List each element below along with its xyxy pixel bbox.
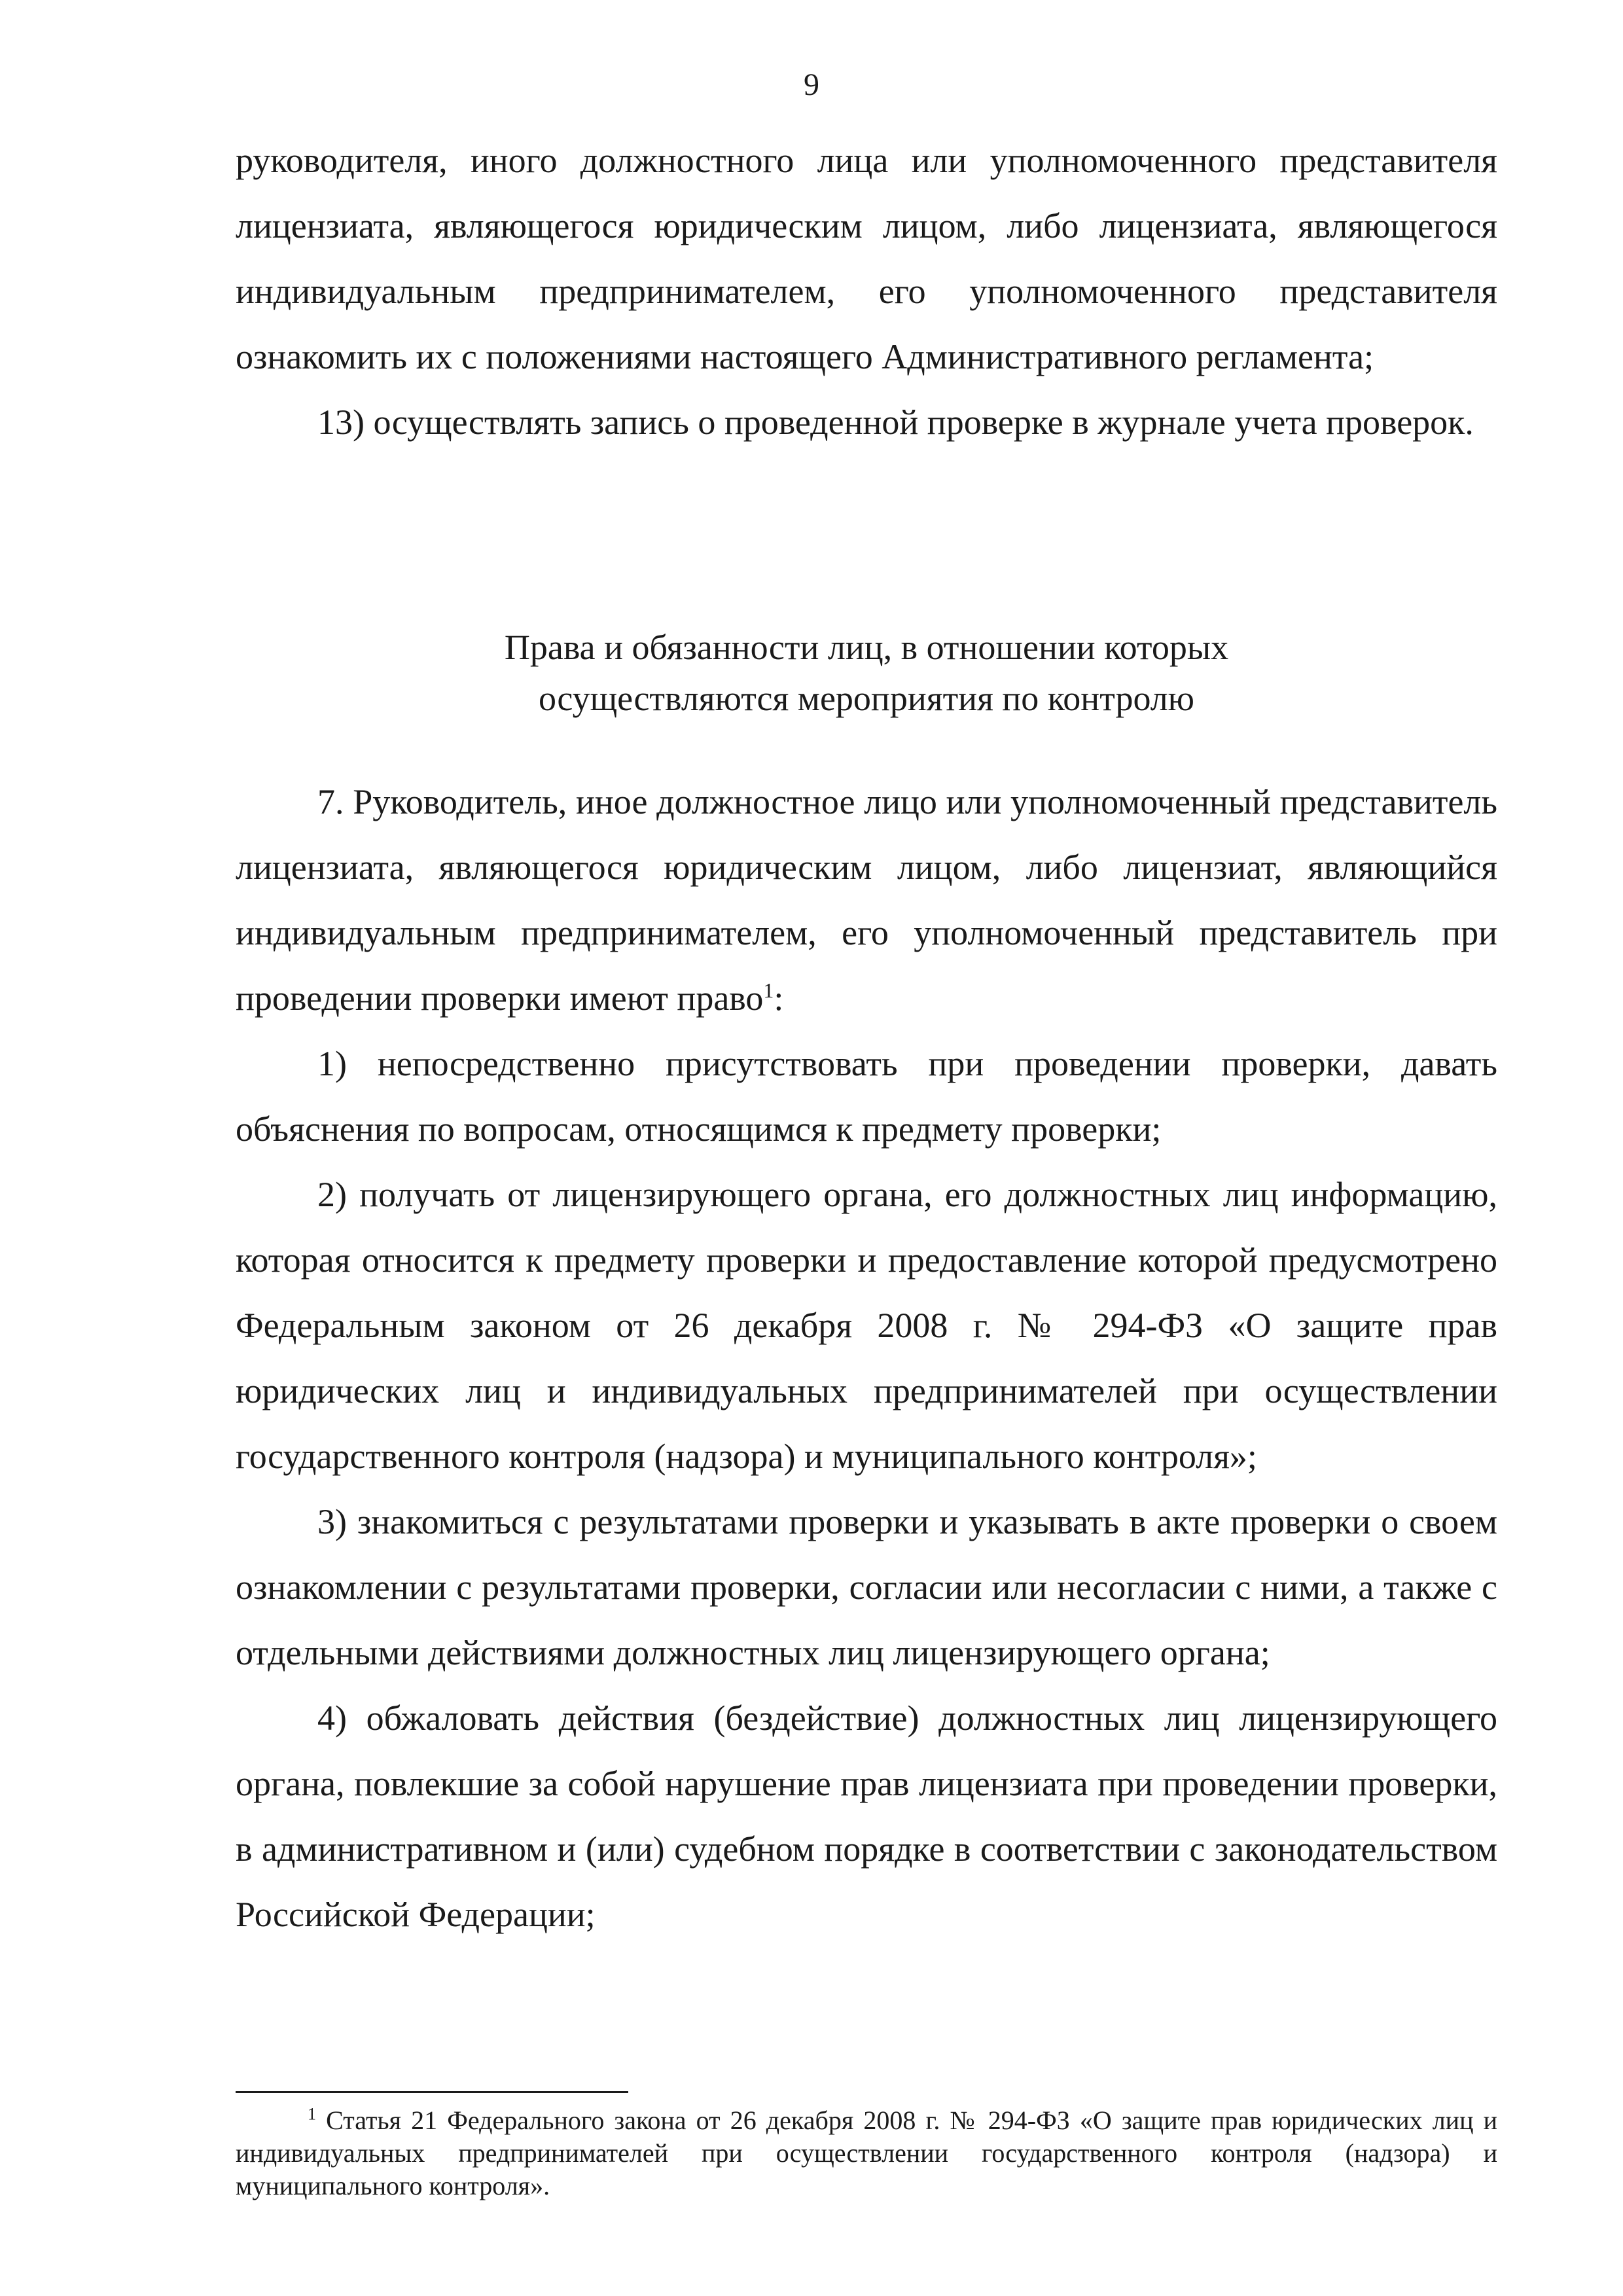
paragraph-item-13: 13) осуществлять запись о проведенной проверке в журнале учета проверок. bbox=[317, 403, 1474, 442]
section-heading-line-1: Права и обязанности лиц, в отношении которых bbox=[504, 628, 1229, 667]
paragraph-7-text: 7. Руководитель, иное должностное лицо или уполномоченный представитель лицензиата, являющегося юридическим лицом, либо лицензиат, являющийся индивидуальным предпринимателем, его уполномоченный представитель при проведении проверки имеют право bbox=[236, 782, 1497, 1018]
list-item-4: 4) обжаловать действия (бездействие) должностных лиц лицензирующего органа, повлекшие за собой нарушение прав лицензиата при проведении проверки, в административном и (или) судебном порядке в соответствии с законодательством Российской Федерации; bbox=[236, 1698, 1497, 1934]
section-heading bbox=[236, 622, 1497, 724]
footnote-text: Статья 21 Федерального закона от 26 декабря 2008 г. № 294-ФЗ «О защите прав юридических лиц и индивидуальных предпринимателей при осуществлении государственного контроля (надзора) и муниципального контроля». bbox=[236, 2106, 1497, 2200]
section-body bbox=[236, 769, 1497, 1947]
list-item-2: 2) получать от лицензирующего органа, его должностных лиц информацию, которая относится к предмету проверки и предоставление которой предусмотрено Федеральным законом от 26 декабря 2008 г. № 294-ФЗ «О защите прав юридических лиц и индивидуальных предпринимателей при осуществлении государственного контроля (надзора) и муниципального контроля»; bbox=[236, 1175, 1497, 1476]
top-block bbox=[236, 128, 1497, 455]
list-item-3: 3) знакомиться с результатами проверки и указывать в акте проверки о своем ознакомлении с результатами проверки, согласии или несогласии с ними, а также с отдельными действиями должностных лиц лицензирующего органа; bbox=[236, 1502, 1497, 1672]
footnote-divider bbox=[236, 2091, 628, 2093]
page-number: 9 bbox=[804, 67, 819, 102]
paragraph-continuation: руководителя, иного должностного лица или уполномоченного представителя лицензиата, являющегося юридическим лицом, либо лицензиата, являющегося индивидуальным предпринимателем, его уполномоченного представителя ознакомить их с положениями настоящего Административного регламента; bbox=[236, 141, 1497, 376]
paragraph-7-intro bbox=[236, 769, 1497, 1031]
footnote-mark: 1 bbox=[308, 2104, 316, 2124]
paragraph-7-colon: : bbox=[774, 978, 784, 1018]
section-heading-line-2: осуществляются мероприятия по контролю bbox=[538, 679, 1195, 718]
footnote-reference[interactable]: 1 bbox=[763, 978, 774, 1002]
footnote bbox=[236, 2104, 1497, 2202]
list-item-1: 1) непосредственно присутствовать при проведении проверки, давать объяснения по вопросам, относящимся к предмету проверки; bbox=[236, 1044, 1497, 1149]
